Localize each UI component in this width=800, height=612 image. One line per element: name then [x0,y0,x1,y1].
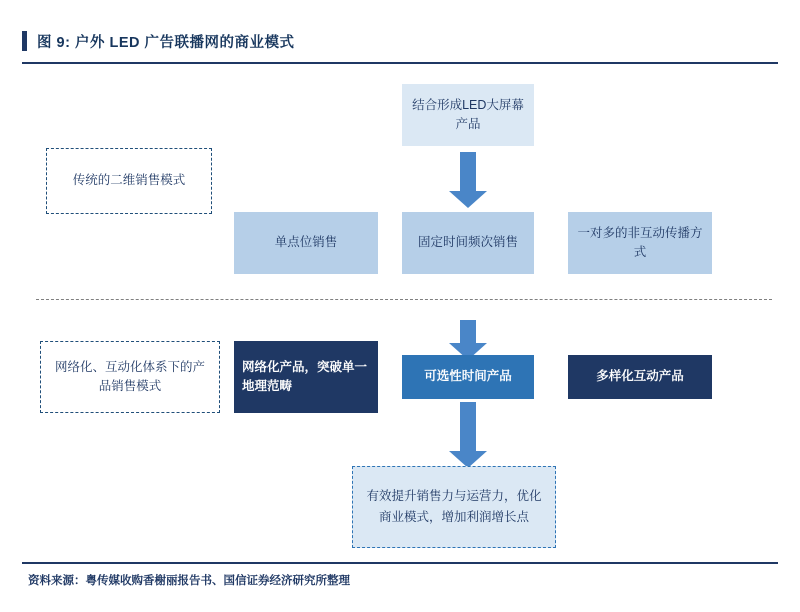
header-divider [22,62,778,64]
title-accent-bar [22,31,27,51]
label-networked-model: 网络化、互动化体系下的产品销售模式 [40,341,220,413]
node-networked-product: 网络化产品，突破单一地理范畴 [234,341,378,413]
node-optional-time-product: 可选性时间产品 [402,355,534,399]
node-diverse-interactive-product: 多样化互动产品 [568,355,712,399]
node-outcome: 有效提升销售力与运营力，优化商业模式，增加利润增长点 [352,466,556,548]
node-one-to-many-noninteractive: 一对多的非互动传播方式 [568,212,712,274]
page-title: 图 9: 户外 LED 广告联播网的商业模式 [37,34,295,51]
node-fixed-time-frequency-sales: 固定时间频次销售 [402,212,534,274]
node-single-point-sales: 单点位销售 [234,212,378,274]
source-note: 资料来源：粤传媒收购香榭丽报告书、国信证券经济研究所整理 [28,575,350,587]
figure-title-bar [22,22,778,60]
arrow-top-to-fixed-time [449,152,487,208]
arrow-to-outcome [449,402,487,468]
label-traditional-model: 传统的二维销售模式 [46,148,212,214]
section-divider [36,299,772,300]
footer-divider [22,562,778,564]
node-combined-led-product: 结合形成LED大屏幕产品 [402,84,534,146]
